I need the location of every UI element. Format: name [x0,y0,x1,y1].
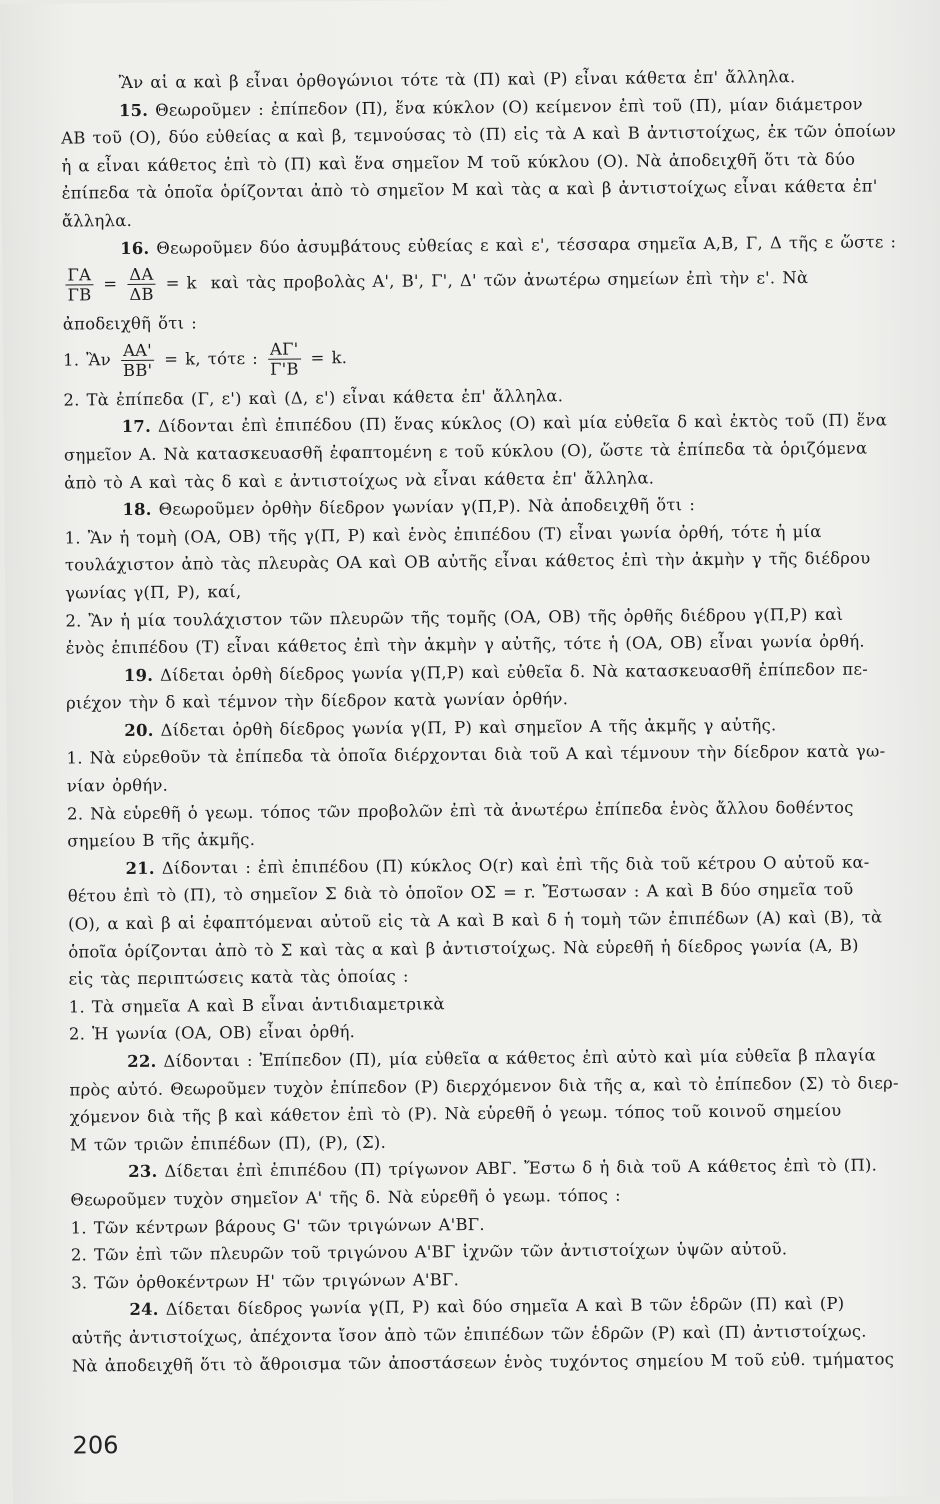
problem-20-line-5: σημείου Β τῆς ἀκμῆς. [67,830,256,851]
problem-19-line-1: 19. Δίδεται ὀρθὴ δίεδρος γωνία γ(Π,Ρ) καὶ εὐθεῖα δ. Νὰ κατασκευασθῆ ἐπίπεδον πε- [123,659,869,685]
fraction-ag-gb: $\frac{A\Gamma'}{\Gamma'B}$ [268,339,301,378]
problem-24-line-1: 24. Δίδεται δίεδρος γωνία γ(Π, Ρ) καὶ δύο σημεῖα Α καὶ Β τῶν ἑδρῶν (Π) καὶ (Ρ) [129,1294,845,1320]
problem-20-line-4: 2. Νὰ εὑρεθῆ ὁ γεωμ. τόπος τῶν προβολῶν ἐπὶ τὰ ἀνωτέρω ἐπίπεδα ἑνὸς ἄλλου δοθέντος [67,797,854,824]
problem-21-line-4: ὁποῖα ὁρίζονται ἀπὸ τὸ Σ καὶ τὰς α καὶ β ἀντιστοίχως. Νὰ εὑρεθῆ ἡ δίεδρος γωνία (Α, Β) [68,935,859,962]
intro-line: Ἂν αἱ α καὶ β εἶναι ὀρθογώνιοι τότε τὰ (Π) καὶ (Ρ) εἶναι κάθετα ἐπ' ἄλληλα. [118,67,796,93]
problem-24-line-2: αὐτῆς ἀντιστοίχως, ἀπέχοντα ἴσον ἀπὸ τῶν ἐπιπέδων τῶν ἑδρῶν (Ρ) καὶ (Π) ἀντιστοίχως. [71,1321,867,1348]
problem-21-line-6: 1. Τὰ σημεῖα Α καὶ Β εἶναι ἀντιδιαμετρικὰ [68,994,445,1017]
page-number: 206 [72,1431,119,1460]
problem-18-line-1: 18. Θεωροῦμεν ὀρθὴν δίεδρον γωνίαν γ(Π,Ρ). Νὰ ἀποδειχθῆ ὅτι : [122,495,696,520]
problem-18-line-2: 1. Ἂν ἡ τομὴ (ΟΑ, ΟΒ) τῆς γ(Π, Ρ) καὶ ἑνὸς ἐπιπέδου (Τ) εἶναι γωνία ὀρθή, τότε ἡ μία [64,521,822,548]
problem-15-line-1: 15. Θεωροῦμεν : ἐπίπεδον (Π), ἕνα κύκλον (Ο) κείμενον ἐπὶ τοῦ (Π), μίαν διάμετρον [118,94,863,120]
problem-18-line-4: γωνίας γ(Π, Ρ), καί, [65,581,242,603]
fraction-da-db: $\frac{\Delta A}{\Delta B}$ [127,265,156,304]
problem-22-line-4: Μ τῶν τριῶν ἐπιπέδων (Π), (Ρ), (Σ). [69,1132,387,1155]
problem-21-line-2: θέτου ἐπὶ τὸ (Π), τὸ σημεῖον Σ διὰ τὸ ὁποῖον ΟΣ = r. Ἔστωσαν : Α καὶ Β δύο σημεῖα τοῦ [67,880,854,906]
problem-21-line-5: εἰς τὰς περιπτώσεις κατὰ τὰς ὁποίας : [68,966,409,989]
problem-23-line-4: 2. Τῶν ἐπὶ τῶν πλευρῶν τοῦ τριγώνου Α'ΒΓ ἰχνῶν τῶν ἀντιστοίχων ὑψῶν αὐτοῦ. [70,1239,788,1265]
problem-18-line-5: 2. Ἂν ἡ μία τουλάχιστον τῶν πλευρῶν τῆς τομῆς (ΟΑ, ΟΒ) τῆς ὀρθῆς διέδρου γ(Π,Ρ) καὶ [65,604,844,631]
problem-22-line-3: χόμενον διὰ τῆς β καὶ κάθετον ἐπὶ τὸ (Ρ). Νὰ εὑρεθῆ ὁ γεωμ. τόπος τοῦ κοινοῦ σημείου [69,1100,842,1127]
problem-21-line-7: 2. Ἡ γωνία (ΟΑ, ΟΒ) εἶναι ὀρθή. [68,1022,356,1044]
problem-20-line-3: νίαν ὀρθήν. [66,775,169,796]
problem-15-line-4: ἐπίπεδα τὰ ὁποῖα ὁρίζονται ἀπὸ τὸ σημεῖον Μ καὶ τὰς α καὶ β ἀντιστοίχως εἶναι κάθετα ἐπ' [61,176,878,203]
problem-24-number: 24. [129,1300,159,1320]
problem-22-line-2: πρὸς αὐτό. Θεωροῦμεν τυχὸν ἐπίπεδον (Ρ) διερχόμενον διὰ τῆς α, καὶ τὸ ἐπίπεδον (Σ) τὸ διερ- [69,1072,899,1100]
problem-22-line-1: 22. Δίδονται : Ἐπίπεδον (Π), μία εὐθεῖα α κάθετος ἐπὶ αὐτὸ καὶ μία εὐθεῖα β πλαγία [127,1045,876,1072]
problem-23-line-3: 1. Τῶν κέντρων βάρους G' τῶν τριγώνων Α'ΒΓ. [70,1214,485,1238]
problem-23-line-1: 23. Δίδεται ἐπὶ ἐπιπέδου (Π) τρίγωνον ΑΒΓ. Ἔστω δ ἡ διὰ τοῦ Α κάθετος ἐπὶ τὸ (Π). [128,1155,878,1182]
problem-21-line-1: 21. Δίδονται : ἐπὶ ἐπιπέδου (Π) κύκλος Ο(r) καὶ ἐπὶ τῆς διὰ τοῦ κέτρου Ο αὐτοῦ κα- [125,852,870,878]
problem-21-number: 21. [125,858,155,878]
fraction-ga-gb: $\frac{\Gamma A}{\Gamma B}$ [65,265,93,304]
problem-16-case-2: 2. Τὰ ἐπίπεδα (Γ, ε') καὶ (Δ, ε') εἶναι κάθετα ἐπ' ἄλληλα. [63,385,564,410]
problem-16-fraction-line: $\frac{\Gamma A}{\Gamma B}$ = $\frac{\Delta A}{\Delta B}$ = k καὶ τὰς προβολὰς Α', Β', Γ', Δ' τῶν ἀνωτέρω σημείων ἐπὶ τὴν ε'. Νὰ [62,255,916,310]
problem-20-number: 20. [124,720,154,740]
problem-17-line-1: 17. Δίδονται ἐπὶ ἐπιπέδου (Π) ἕνας κύκλος (Ο) καὶ μία εὐθεῖα δ καὶ ἐκτὸς τοῦ (Π) ἕνα [121,410,888,437]
problem-16-line-3: ἀποδειχθῆ ὅτι : [62,313,198,334]
problem-18-line-6: ἑνὸς ἐπιπέδου (Τ) εἶναι κάθετος ἐπὶ τὴν ἀκμὴν γ αὐτῆς, τότε ἡ (ΟΑ, ΟΒ) εἶναι γωνία ὀρθή. [65,631,865,658]
problem-17-line-2: σημεῖον Α. Νὰ κατασκευασθῆ ἐφαπτομένη ε τοῦ κύκλου (Ο), ὥστε τὰ ἐπίπεδα τὰ ὁριζόμενα [63,438,868,465]
problem-24-line-3: Νὰ ἀποδειχθῆ ὅτι τὸ ἄθροισμα τῶν ἀποστάσεων ἑνὸς τυχόντος σημείου Μ τοῦ εὐθ. τμήματος [71,1348,895,1376]
problem-18-line-3: τουλάχιστον ἀπὸ τὰς πλευρὰς ΟΑ καὶ ΟΒ αὐτῆς εἶναι κάθετος ἐπὶ τὴν ἀκμὴν γ τῆς διέδρου [64,548,871,575]
problem-21-line-3: (Ο), α καὶ β αἱ ἐφαπτόμεναι αὐτοῦ εἰς τὰ Α καὶ Β καὶ δ ἡ τομὴ τῶν ἐπιπέδων (Α) καὶ (Β), τὰ [67,907,883,934]
problem-19-number: 19. [123,665,154,685]
problem-18-number: 18. [122,499,152,520]
problem-16-line-1: 16. Θεωροῦμεν δύο ἀσυμβάτους εὐθείας ε καὶ ε', τέσσαρα σημεῖα Α,Β, Γ, Δ τῆς ε ὥστε : [120,231,897,258]
problem-20-line-2: 1. Νὰ εὑρεθοῦν τὰ ἐπίπεδα τὰ ὁποῖα διέρχονται διὰ τοῦ Α καὶ τέμνουν τὴν δίεδρον κατὰ γω- [66,741,886,769]
problem-23-line-2: Θεωροῦμεν τυχὸν σημεῖον Α' τῆς δ. Νὰ εὑρεθῆ ὁ γεωμ. τόπος : [70,1185,621,1210]
fraction-aa-bb: $\frac{AA'}{BB'}$ [121,341,155,380]
problem-16-number: 16. [120,238,150,258]
problem-19-line-2: ριέχον τὴν δ καὶ τέμνον τὴν δίεδρον κατὰ γωνίαν ὀρθήν. [66,689,569,713]
problem-15-line-3: ἡ α εἶναι κάθετος ἐπὶ τὸ (Π) καὶ ἕνα σημεῖον Μ τοῦ κύκλου (Ο). Νὰ ἀποδειχθῆ ὅτι τὰ δύο [61,149,856,176]
problem-20-line-1: 20. Δίδεται ὀρθὴ δίεδρος γωνία γ(Π, Ρ) καὶ σημεῖον Α τῆς ἀκμῆς γ αὐτῆς. [124,715,777,740]
problem-23-line-5: 3. Τῶν ὀρθοκέντρων Η' τῶν τριγώνων Α'ΒΓ. [71,1269,460,1293]
problem-17-number: 17. [121,417,152,437]
problem-16-case-1: 1. Ἂν $\frac{AA'}{BB'}$ = k, τότε : $\frac{A\Gamma'}{\Gamma'B}$ = k. [63,339,348,380]
problem-15-line-5: ἄλληλα. [61,210,133,231]
problem-15-number: 15. [118,100,149,120]
problem-15-line-2: ΑΒ τοῦ (Ο), δύο εὐθείας α καὶ β, τεμνούσας τὸ (Π) εἰς τὰ Α καὶ Β ἀντιστοίχως, ἐκ τῶν ὁποίων [61,121,897,148]
problem-22-number: 22. [127,1051,157,1072]
problem-23-number: 23. [128,1162,158,1182]
problem-17-line-3: ἀπὸ τὸ Α καὶ τὰς δ καὶ ε ἀντιστοίχως νὰ εἶναι κάθετα ἐπ' ἄλληλα. [64,467,655,493]
